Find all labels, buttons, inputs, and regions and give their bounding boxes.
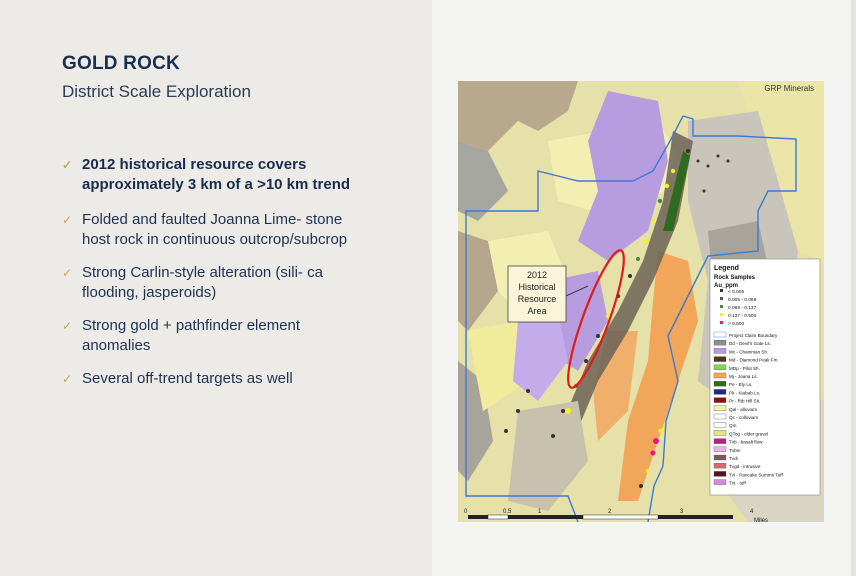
legend-unit-swatch (714, 422, 726, 427)
legend-sample-label: 0.005 - 0.069 (728, 298, 757, 303)
bullet-text: Several off-trend targets as well (82, 370, 293, 387)
legend-unit-label: Tvgd - intrusive (729, 464, 761, 470)
legend-unit-label: Tvbm (729, 447, 741, 453)
legend-sample-label: 0.137 - 0.500 (728, 314, 757, 319)
legend-subtitle: Rock Samples (714, 275, 756, 281)
legend-unit-swatch (714, 447, 726, 452)
legend-sample-label: > 0.500 (728, 322, 745, 327)
legend-unit-label: Qc - colluvium (729, 415, 759, 420)
legend-sample-swatch (720, 289, 723, 292)
right-edge-strip (851, 0, 856, 576)
scale-tick-label: 1 (538, 509, 542, 515)
legend-field: Au_ppm (714, 283, 738, 289)
callout-line: Resource (517, 294, 557, 304)
legend-unit-swatch (714, 414, 726, 419)
legend-unit-label: MDp - Pilot Sh. (729, 365, 760, 371)
scale-tick-label: 4 (750, 509, 754, 515)
legend-unit-label: Qm (729, 423, 737, 429)
bullet-item (62, 263, 362, 303)
checkmark-icon: ✓ (62, 213, 73, 227)
legend-unit-label: Pe - Ely Ls. (729, 382, 753, 388)
legend-unit-swatch (714, 480, 726, 485)
checkmark-icon: ✓ (62, 372, 73, 386)
callout-line: Area (527, 306, 547, 316)
legend-sample-swatch (720, 297, 723, 300)
bullet-text: Strong gold + pathfinder element anomalies (82, 317, 301, 354)
legend-unit-label: Dd - Devil's Gate Ls. (729, 341, 771, 347)
legend-unit-label: QTog - older gravel (729, 431, 769, 437)
checkmark-icon: ✓ (62, 266, 73, 280)
brand-label: GRP Minerals (764, 84, 814, 93)
bullet-item (62, 210, 362, 250)
bullet-text: 2012 historical resource covers approximately 3 km of a >10 km trend (82, 156, 351, 193)
legend-unit-swatch (714, 471, 726, 476)
legend-unit-label: Pk - Kiabab Ls. (729, 390, 761, 396)
legend-unit-label: Md - Diamond Peak Fm. (729, 357, 779, 363)
scale-tick-label: 0 (464, 509, 468, 515)
legend-unit-label: Project Claim Boundary (729, 333, 778, 338)
legend-unit-swatch (714, 357, 726, 362)
page-subtitle: District Scale Exploration (62, 82, 251, 101)
legend-unit-swatch (714, 398, 726, 403)
legend-unit-label: Tvdi (729, 456, 738, 461)
legend-sample-swatch (720, 313, 723, 316)
bullet-text: Folded and faulted Joanna Lime- stone host rock in continuous outcrop/subcrop (82, 211, 348, 248)
legend-unit-swatch (714, 430, 726, 435)
geology-map (458, 81, 824, 522)
legend-unit-swatch (714, 439, 726, 444)
legend-sample-label: 0.069 - 0.137 (728, 306, 757, 311)
legend-unit-swatch (714, 348, 726, 353)
checkmark-icon: ✓ (62, 319, 73, 333)
legend-unit-label: Tvt - tuff (729, 480, 746, 486)
legend-sample-swatch (720, 321, 723, 324)
callout-line: 2012 (526, 270, 548, 280)
bullet-item (62, 369, 362, 389)
bullet-text: Strong Carlin-style alteration (sili- ca flooding, jasperoids) (82, 264, 323, 301)
bullet-item (62, 155, 362, 195)
legend-title: Legend (714, 265, 739, 272)
bullet-list (62, 155, 362, 402)
legend-unit-swatch (714, 381, 726, 386)
legend-unit-label: Pr - Rib Hill SIt. (729, 398, 761, 404)
legend-unit-label: Mc - Chainman Sh. (729, 349, 769, 355)
legend-unit-swatch (714, 389, 726, 394)
legend-unit-label: Tvl - Pancake Summit Tuff (729, 472, 783, 478)
map-legend (710, 259, 820, 495)
legend-unit-swatch (714, 455, 726, 460)
legend-box (710, 259, 820, 495)
scale-tick-label: 0.5 (503, 509, 512, 515)
bullet-item (62, 316, 362, 356)
legend-unit-swatch (714, 373, 726, 378)
scale-unit-label: Miles (754, 518, 769, 522)
legend-unit-label: Qal - alluvium (729, 406, 758, 412)
legend-sample-swatch (720, 305, 723, 308)
scale-tick-label: 3 (680, 509, 684, 515)
legend-sample-label: < 0.005 (728, 290, 745, 295)
legend-unit-swatch (714, 332, 726, 337)
callout-line: Historical (518, 282, 556, 292)
legend-unit-swatch (714, 406, 726, 411)
legend-unit-swatch (714, 340, 726, 345)
page-title: GOLD ROCK (62, 53, 180, 74)
scale-tick-label: 2 (608, 509, 612, 515)
checkmark-icon: ✓ (62, 158, 73, 172)
legend-unit-swatch (714, 463, 726, 468)
legend-unit-swatch (714, 365, 726, 370)
legend-unit-label: Mj - Joana Ls. (729, 374, 758, 379)
legend-unit-label: Tvb - basalt flow (729, 439, 763, 445)
